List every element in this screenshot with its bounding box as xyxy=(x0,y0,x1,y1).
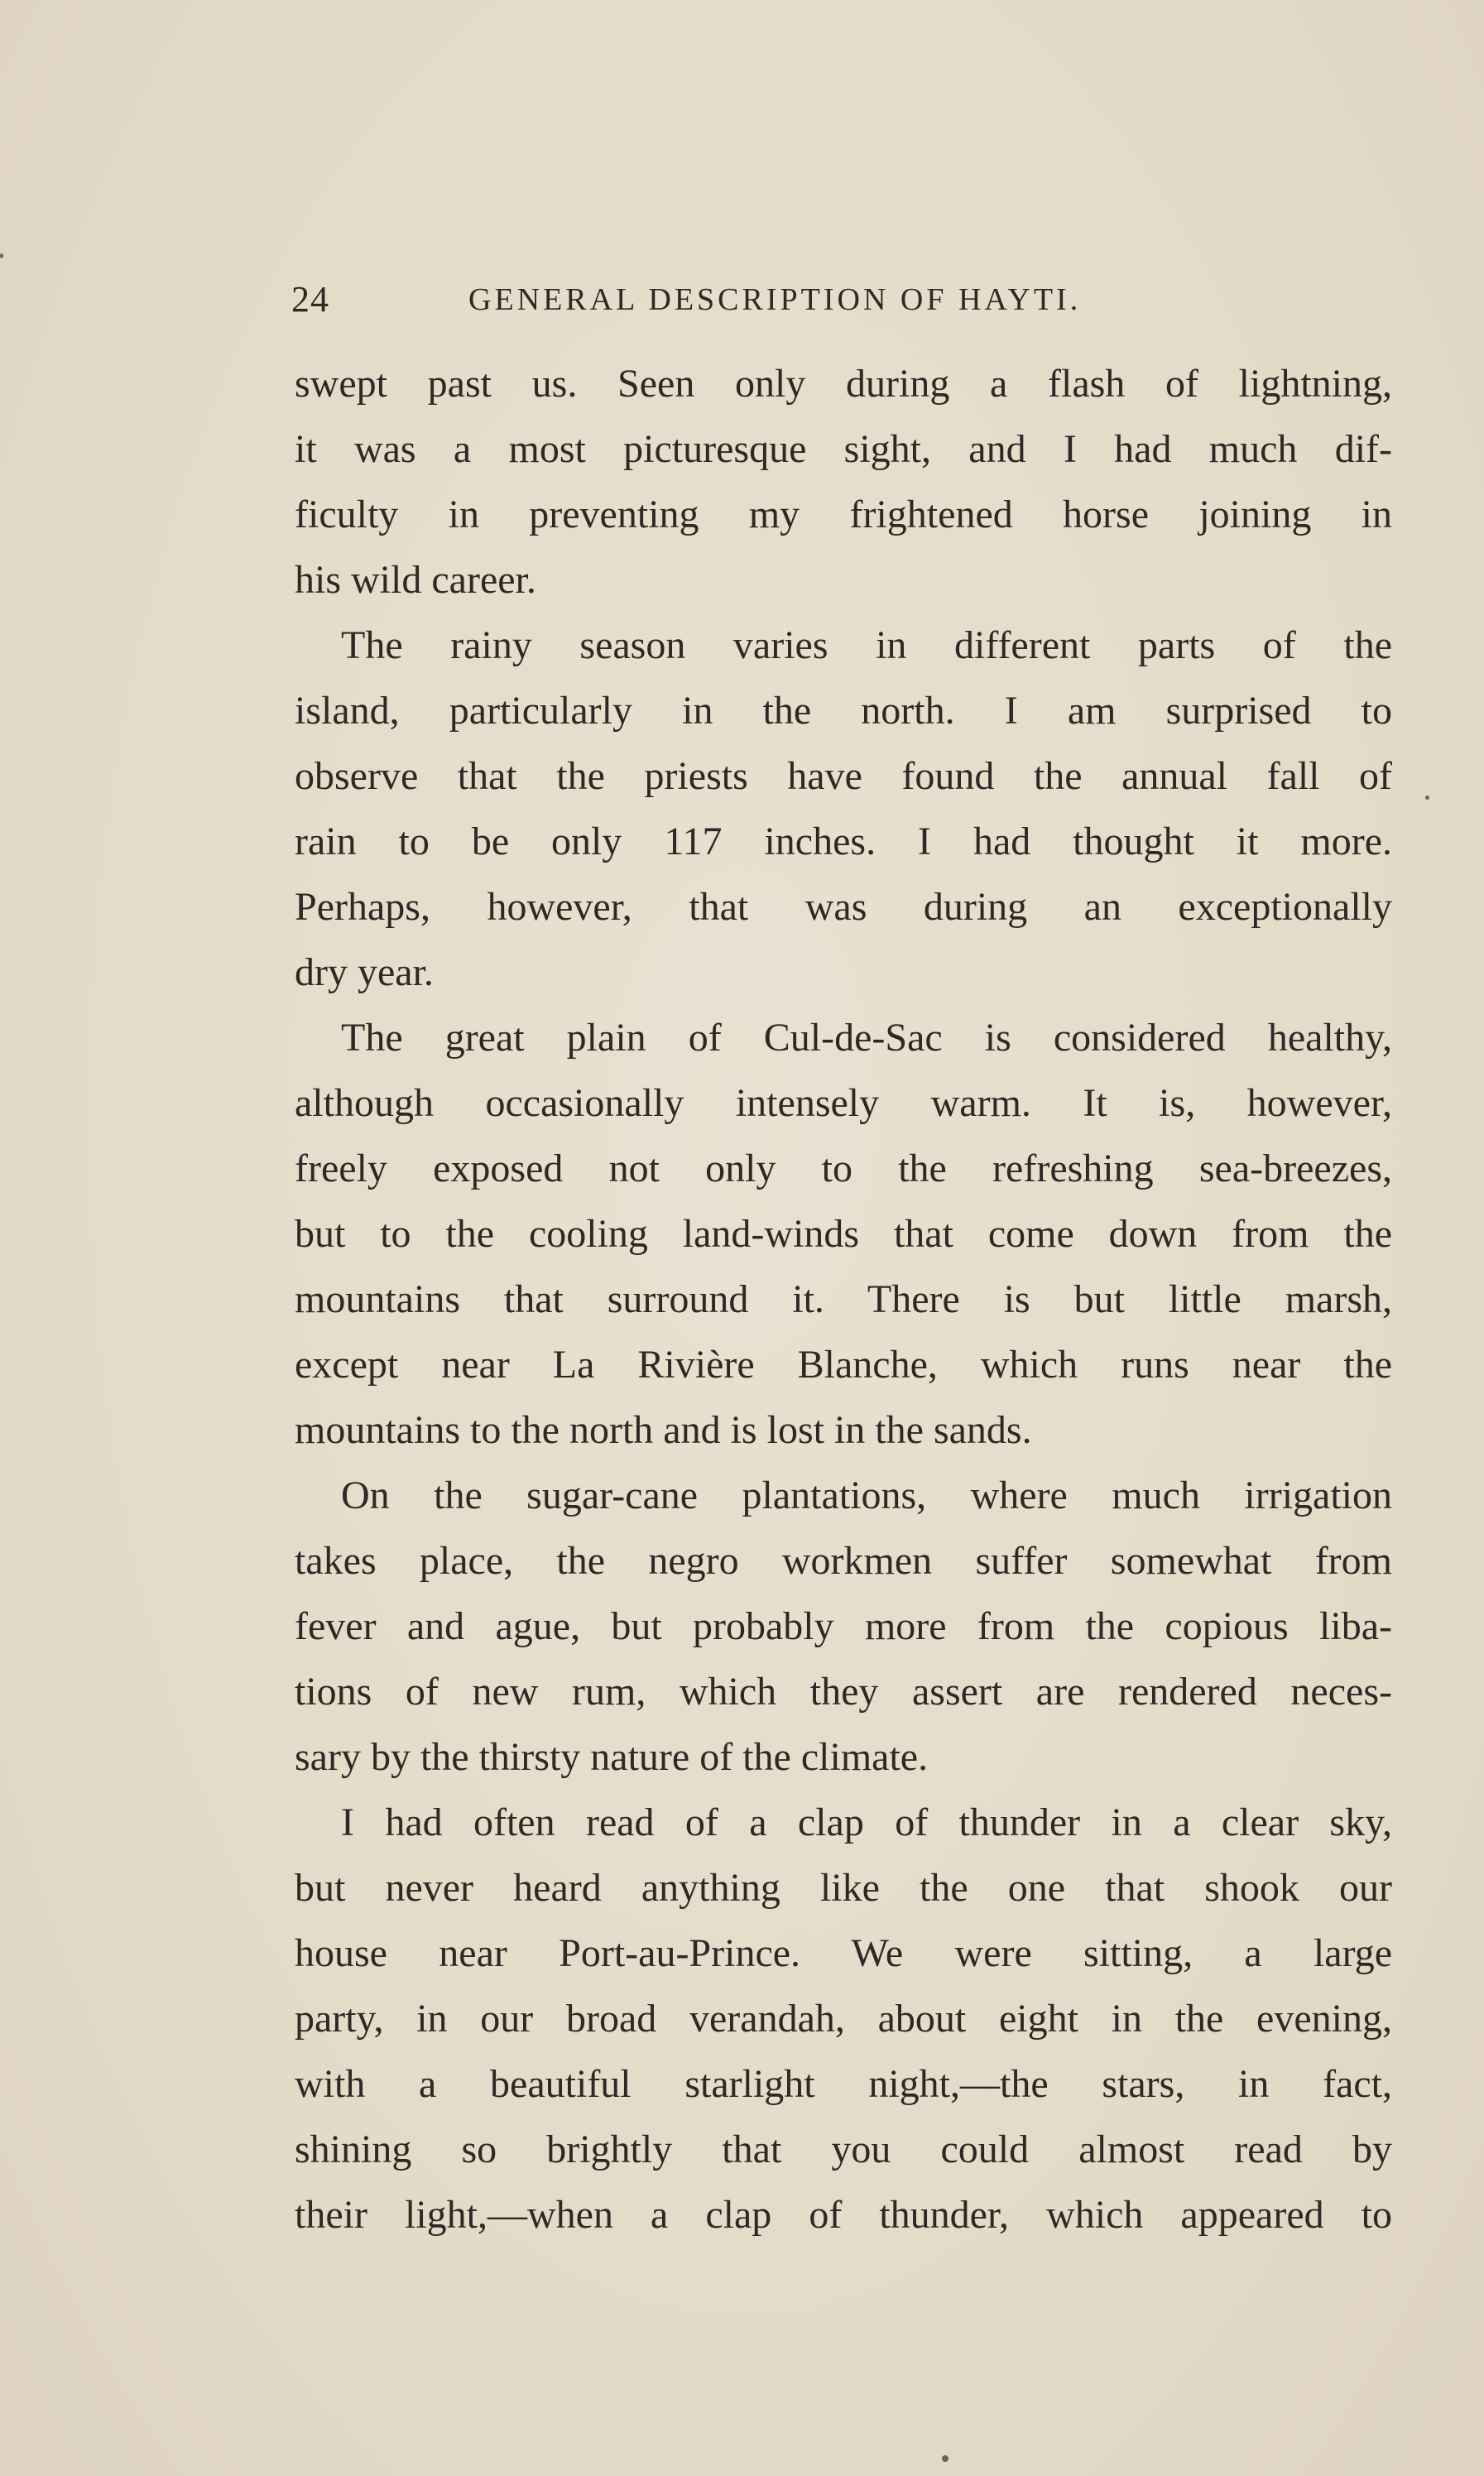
text-line: island, particularly in the north. I am surprised to xyxy=(295,689,1392,733)
text-line: although occasionally intensely warm. It is, however, xyxy=(295,1081,1392,1125)
text-line: but to the cooling land-winds that come down from the xyxy=(295,1212,1392,1256)
paper-speck xyxy=(0,253,3,258)
text-line: fever and ague, but probably more from the copious liba- xyxy=(295,1604,1392,1648)
text-line: house near Port-au-Prince. We were sitting, a large xyxy=(295,1931,1392,1975)
text-line: except near La Rivière Blanche, which runs near the xyxy=(295,1343,1392,1387)
text-line: their light,—when a clap of thunder, which appeared to xyxy=(295,2193,1392,2237)
paper-speck xyxy=(1425,796,1429,800)
text-line: shining so brightly that you could almost read by xyxy=(295,2127,1392,2171)
text-line: mountains to the north and is lost in the sands. xyxy=(295,1408,1032,1452)
text-line: dry year. xyxy=(295,950,434,994)
running-head-title: GENERAL DESCRIPTION OF HAYTI. xyxy=(468,282,1082,317)
text-line: observe that the priests have found the annual fall of xyxy=(295,754,1392,798)
text-line: ficulty in preventing my frightened horse joining in xyxy=(295,493,1392,536)
text-line: On the sugar-cane plantations, where much irrigation xyxy=(341,1474,1392,1517)
text-line: tions of new rum, which they assert are rendered neces- xyxy=(295,1670,1392,1714)
text-line: sary by the thirsty nature of the climate. xyxy=(295,1735,929,1779)
text-line: I had often read of a clap of thunder in a clear sky, xyxy=(341,1801,1392,1844)
paper-speck xyxy=(942,2455,949,2462)
text-line: Perhaps, however, that was during an exceptionally xyxy=(295,885,1392,929)
text-line: his wild career. xyxy=(295,558,536,602)
text-line: but never heard anything like the one that shook our xyxy=(295,1866,1392,1910)
text-line: party, in our broad verandah, about eight in the evening, xyxy=(295,1997,1392,2041)
text-line: it was a most picturesque sight, and I had much dif- xyxy=(295,427,1392,471)
text-line: with a beautiful starlight night,—the stars, in fact, xyxy=(295,2062,1392,2106)
text-line: rain to be only 117 inches. I had thought it more. xyxy=(295,820,1392,863)
body-text xyxy=(295,351,1392,2248)
text-line: freely exposed not only to the refreshing sea-breezes, xyxy=(295,1147,1392,1190)
text-line: swept past us. Seen only during a flash of lightning, xyxy=(295,362,1392,406)
text-line: takes place, the negro workmen suffer somewhat from xyxy=(295,1539,1392,1583)
text-line: The rainy season varies in different parts of the xyxy=(341,623,1392,667)
text-line: The great plain of Cul-de-Sac is considered healthy, xyxy=(341,1016,1392,1060)
running-head xyxy=(291,275,1392,325)
text-line: mountains that surround it. There is but little marsh, xyxy=(295,1277,1392,1321)
page-number: 24 xyxy=(291,279,329,320)
